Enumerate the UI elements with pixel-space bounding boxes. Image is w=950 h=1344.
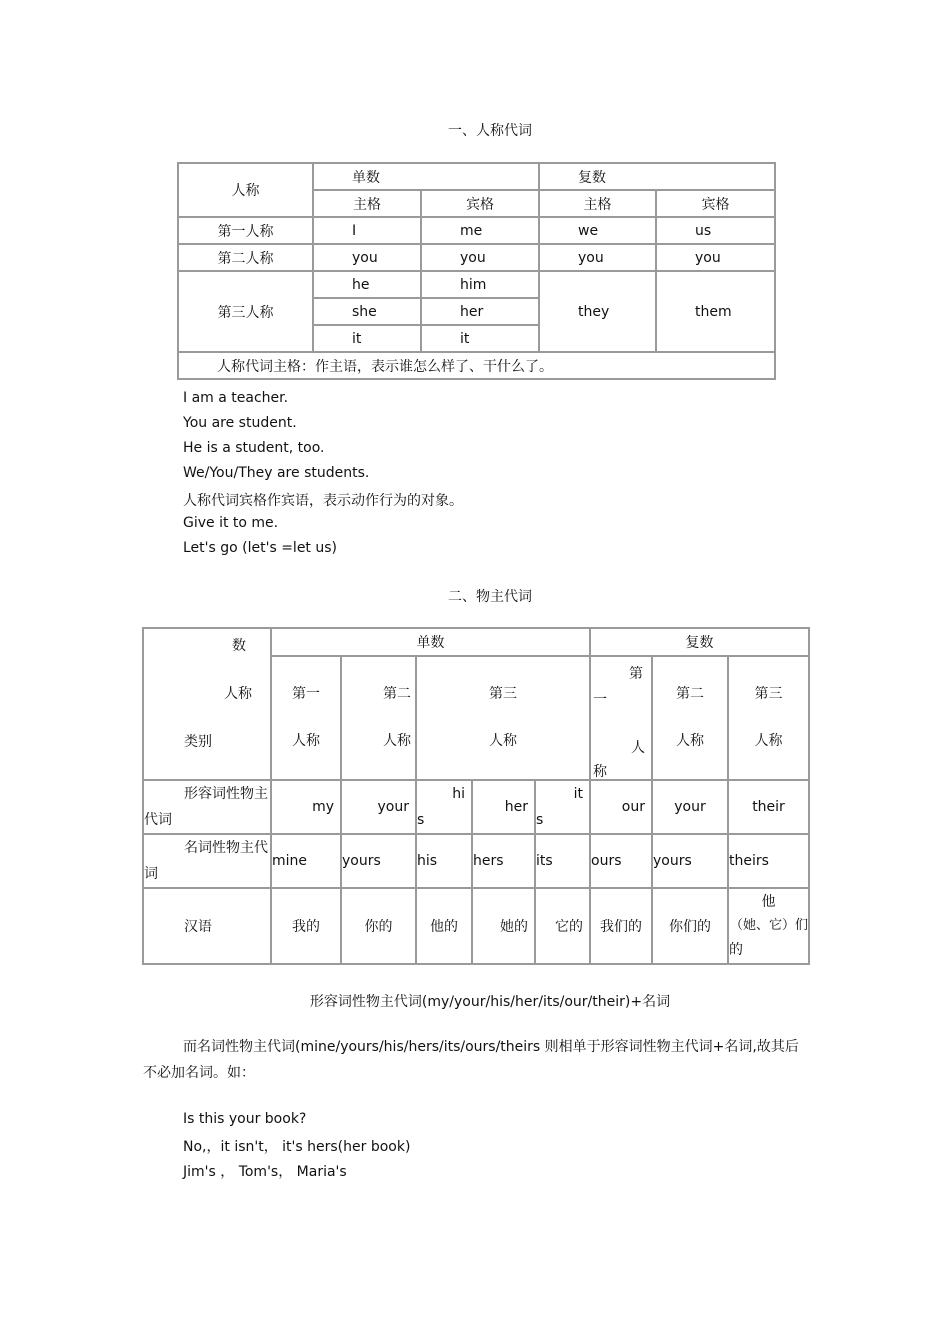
explanation-paragraph: 而名词性物主代词(mine/yours/his/hers/its/ours/theirs 则相单于形容词性物主代词+名词,故其后不必加名词。如： (143, 1039, 799, 1081)
cell: it (421, 325, 539, 352)
cell: 她的 (472, 888, 535, 964)
cell: she (313, 298, 421, 325)
header-objective: 宾格 (656, 190, 775, 217)
header-plural: 复数 (539, 163, 775, 190)
cell: it (313, 325, 421, 352)
cell: it (573, 786, 583, 802)
cell: hi (452, 786, 465, 802)
cell: s (536, 812, 544, 828)
row-label-adj-b: 代词 (144, 812, 172, 828)
cell: 你们的 (652, 888, 728, 964)
cell: he (313, 271, 421, 298)
plural-person-3-suffix: 人称 (754, 733, 783, 749)
row-label-adj: 形容词性物主 (184, 786, 268, 802)
corner-leibie: 类别 (184, 734, 212, 750)
corner-header (143, 628, 271, 780)
cell: you (656, 244, 775, 271)
header-subjective: 主格 (539, 190, 656, 217)
table-row (178, 271, 775, 298)
cell: its (535, 834, 590, 888)
plural-person-1-b: 一 (593, 692, 607, 708)
cell: me (421, 217, 539, 244)
cell: yours (341, 834, 416, 888)
cell: you (313, 244, 421, 271)
example-line: 人称代词宾格作宾语，表示动作行为的对象。 (183, 493, 463, 509)
example-line: He is a student, too. (183, 440, 325, 456)
person-1-suffix: 人称 (292, 733, 320, 749)
row-person-label: 第三人称 (178, 271, 313, 352)
plural-person-1-c: 人 (631, 740, 645, 756)
person-1: 第一 (292, 686, 320, 702)
header-objective: 宾格 (421, 190, 539, 217)
cell: theirs (728, 834, 809, 888)
table-note: 人称代词主格：作主语，表示谁怎么样了、干什么了。 (178, 352, 775, 379)
cell: your (341, 780, 416, 834)
cell: 我们的 (590, 888, 652, 964)
example-line: Is this your book? (183, 1111, 307, 1127)
section1-title: 一、人称代词 (448, 123, 532, 139)
header-plural: 复数 (590, 628, 809, 656)
cell: our (590, 780, 652, 834)
cell: 的 (729, 942, 743, 958)
cell: yours (652, 834, 728, 888)
cell: hers (472, 834, 535, 888)
person-3: 第三 (489, 686, 517, 702)
person-2-suffix: 人称 (383, 733, 411, 749)
section2-title: 二、物主代词 (448, 589, 532, 605)
cell: your (652, 780, 728, 834)
example-line: Jim's ， Tom's， Maria's (183, 1164, 347, 1180)
cell: 他的 (416, 888, 472, 964)
table-row (143, 780, 809, 834)
example-line: We/You/They are students. (183, 465, 370, 481)
example-line: You are student. (183, 415, 297, 431)
personal-pronoun-table (177, 162, 776, 380)
cell: mine (271, 834, 341, 888)
cell: 我的 (271, 888, 341, 964)
possessive-pronoun-table (142, 627, 810, 965)
example-line: I am a teacher. (183, 390, 289, 406)
cell: us (656, 217, 775, 244)
plural-person-3: 第三 (754, 686, 783, 702)
cell: （她、它）们 (729, 918, 808, 933)
table-row (178, 244, 775, 271)
example-line: Let's go (let's =let us) (183, 540, 337, 556)
row-label-noun: 名词性物主代 (184, 840, 268, 856)
cell: his (416, 834, 472, 888)
row-label-chinese: 汉语 (143, 888, 271, 964)
example-line: No,，it isn't， it's hers(her book) (183, 1139, 411, 1155)
header-singular: 单数 (271, 628, 590, 656)
corner-renchen: 人称 (224, 686, 252, 702)
header-person: 人称 (178, 163, 313, 217)
cell: 你的 (341, 888, 416, 964)
table-row (178, 217, 775, 244)
row-person-label: 第一人称 (178, 217, 313, 244)
header-subjective: 主格 (313, 190, 421, 217)
cell: ours (590, 834, 652, 888)
person-2: 第二 (383, 686, 411, 702)
plural-person-1-d: 称 (593, 764, 607, 780)
cell: you (539, 244, 656, 271)
cell: you (421, 244, 539, 271)
cell: her (472, 780, 535, 834)
cell: 它的 (535, 888, 590, 964)
header-singular: 单数 (313, 163, 539, 190)
cell: s (417, 812, 425, 828)
cell: them (656, 271, 775, 352)
row-person-label: 第二人称 (178, 244, 313, 271)
table-row (143, 888, 809, 964)
table-row (143, 834, 809, 888)
cell: their (728, 780, 809, 834)
plural-person-1: 第 (629, 666, 643, 682)
cell: her (421, 298, 539, 325)
cell: him (421, 271, 539, 298)
cell: my (271, 780, 341, 834)
formula-line: 形容词性物主代词(my/your/his/her/its/our/their)+名词 (309, 994, 671, 1010)
plural-person-2-suffix: 人称 (676, 733, 704, 749)
corner-shu: 数 (232, 638, 246, 654)
cell: they (539, 271, 656, 352)
plural-person-2: 第二 (676, 686, 704, 702)
cell: 他 (761, 894, 776, 910)
person-3-suffix: 人称 (489, 733, 517, 749)
example-line: Give it to me. (183, 515, 279, 531)
row-label-noun-b: 词 (144, 866, 158, 882)
cell: I (313, 217, 421, 244)
cell: we (539, 217, 656, 244)
